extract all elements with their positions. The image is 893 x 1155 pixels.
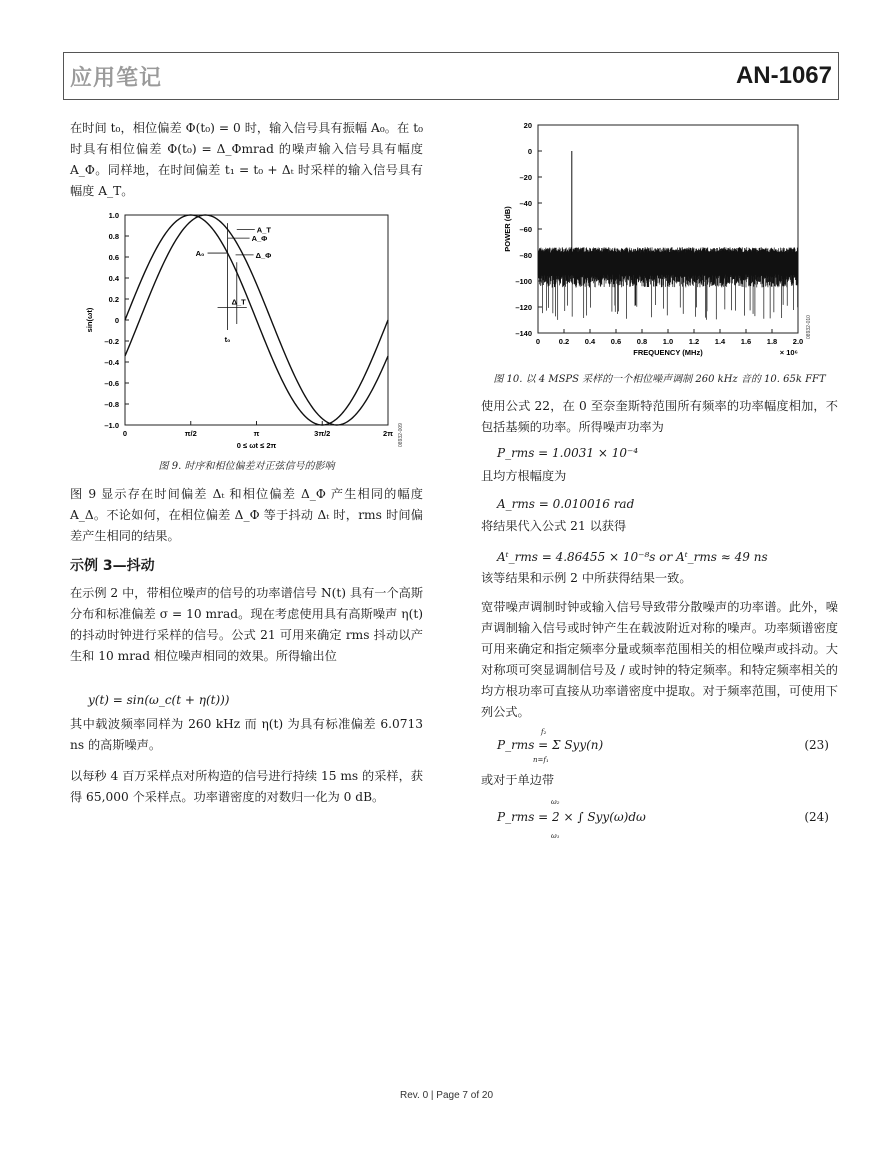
paragraph: 将结果代入公式 21 以获得 (481, 519, 627, 533)
x-tick-label: 0.6 (610, 337, 622, 346)
right-column-5 (481, 597, 838, 723)
left-column-3 (70, 583, 423, 667)
right-column (481, 396, 838, 438)
y-tick-label: –0.2 (104, 337, 119, 346)
equation-24-body: P_rms = 2 × ∫ Syy(ω)dω (497, 810, 646, 824)
section-title: 示例 3—抖动 (70, 558, 155, 574)
equation-23-body: P_rms = Σ Syy(n) (497, 738, 604, 752)
right-column-2 (481, 466, 838, 487)
x-tick-label: π (253, 429, 260, 438)
page-header (63, 52, 839, 100)
y-tick-label: 0 (527, 147, 532, 156)
plot-frame (538, 125, 798, 333)
label-t0: t₀ (224, 335, 231, 344)
equation-number: (24) (804, 810, 829, 824)
label-a0: A₀ (195, 249, 205, 259)
y-tick-label: 1.0 (108, 211, 119, 220)
equation-prms: P_rms = 1.0031 × 10⁻⁴ (497, 446, 639, 460)
header-doc-number: AN-1067 (735, 62, 832, 89)
x-tick-label: 0 (535, 337, 541, 346)
x-tick-label: 1.6 (740, 337, 752, 346)
x-axis-label: 0 ≤ ωt ≤ 2π (236, 441, 277, 450)
y-tick-label: 0.8 (108, 232, 119, 241)
paragraph: 在时间 t₀，相位偏差 Φ(t₀) = 0 时，输入信号具有振幅 A₀。在 t₀ 时具有相位偏差 Φ(t₀) = Δ_Φmrad 的噪声输入信号具有幅度 A_Φ。同样地，在时间偏差 t₁ = t₀ + Δₜ 时采样的输入信号具有幅度 A_T。 (70, 121, 423, 198)
paragraph: 使用公式 22，在 0 至奈奎斯特范围所有频率的功率幅度相加，不包括基频的功率。所得噪声功率为 (481, 399, 838, 434)
x-tick-label: 0.4 (584, 337, 596, 346)
x-axis-label: FREQUENCY (MHz) (633, 348, 703, 357)
right-column-6 (481, 770, 838, 791)
figure-10-caption: 图 10. 以 4 MSPS 采样的一个相位噪声调制 260 kHz 音的 10. 65k FFT (493, 374, 826, 385)
label-dtau: Δ_T (231, 297, 246, 307)
x-tick-label: 2.0 (792, 337, 804, 346)
y-tick-label: 0.2 (108, 295, 119, 304)
sum-lower-limit: n=f₁ (533, 756, 549, 764)
y-axis-label: sin(ωt) (85, 307, 94, 333)
y-tick-label: 0.6 (108, 253, 119, 262)
x-tick-label: 0.2 (558, 337, 570, 346)
y-axis-label: POWER (dB) (503, 206, 512, 252)
x-tick-label: 1.0 (662, 337, 674, 346)
figure-code: 08932-010 (806, 315, 812, 339)
y-tick-label: –0.6 (104, 379, 119, 388)
integral-upper-limit: ω₂ (551, 798, 560, 806)
equation-number: (23) (804, 738, 829, 752)
y-tick-label: –0.8 (104, 400, 119, 409)
page-footer: Rev. 0 | Page 7 of 20 (399, 1090, 494, 1101)
y-tick-label: 0 (114, 316, 119, 325)
right-column-4 (481, 568, 838, 589)
y-tick-label: –60 (519, 225, 532, 234)
equation-24 (497, 798, 837, 842)
y-tick-label: –120 (515, 303, 532, 312)
paragraph: 该等结果和示例 2 中所获得结果一致。 (481, 571, 692, 585)
sum-upper-limit: f₂ (541, 728, 547, 736)
left-column-5 (70, 766, 423, 808)
left-column-2 (70, 484, 423, 547)
paragraph: 宽带噪声调制时钟或输入信号导致带分散噪声的功率谱。此外，噪声调制输入信号或时钟产生在载波附近对称的噪声。功率频谱密度可用来确定和指定频率分量或频率范围相关的相位噪声或抖动。大对称项可突显调制信号及 / 或时钟的特定频率。和特定频率相关的均方根功率可直接从功率谱密度中提取。对于频率范围，可使用下列公式。 (481, 600, 838, 719)
x-tick-label: 1.2 (688, 337, 700, 346)
label-atau: A_T (256, 225, 271, 235)
y-tick-label: –80 (519, 251, 532, 260)
paragraph: 图 9 显示存在时间偏差 Δₜ 和相位偏差 Δ_Φ 产生相同的幅度 A_Δ。不论如何，在相位偏差 Δ_Φ 等于抖动 Δₜ 时，rms 时间偏差产生相同的结果。 (70, 487, 423, 543)
figure-code: 08932-009 (398, 423, 404, 447)
header-title: 应用笔记 (70, 66, 163, 91)
x-tick-label: 1.4 (714, 337, 726, 346)
equation-arms: A_rms = 0.010016 rad (497, 497, 635, 511)
y-tick-label: 20 (523, 121, 532, 130)
figure-9-caption: 图 9. 时序和相位偏差对正弦信号的影响 (158, 461, 335, 472)
figure-9-chart (80, 205, 420, 457)
equation-y: y(t) = sin(ω_c(t + η(t))) (88, 693, 230, 707)
noise-floor (538, 247, 798, 320)
y-tick-label: –0.4 (104, 358, 119, 367)
equation-atrms: Aᵗ_rms = 4.86455 × 10⁻⁸s or Aᵗ_rms ≈ 49 ns (497, 550, 768, 564)
left-column (70, 118, 423, 202)
label-dphi: Δ_Φ (255, 250, 272, 260)
right-column-3 (481, 516, 838, 537)
x-tick-label: 2π (383, 429, 393, 438)
left-column-4 (70, 714, 423, 756)
x-tick-label: π/2 (184, 429, 197, 438)
x-multiplier: × 10⁶ (779, 348, 798, 357)
integral-lower-limit: ω₁ (551, 832, 560, 840)
label-aphi: A_Φ (251, 234, 268, 244)
y-tick-label: 0.4 (108, 274, 119, 283)
sine-curve-0 (125, 215, 388, 425)
y-tick-label: –20 (519, 173, 532, 182)
figure-10-chart (490, 118, 820, 368)
paragraph: 且均方根幅度为 (481, 469, 567, 483)
paragraph: 在示例 2 中，带相位噪声的信号的功率谱信号 N(t) 具有一个高斯分布和标准偏差 σ = 10 mrad。现在考虑使用具有高斯噪声 η(t) 的抖动时钟进行采样的信号。公式 21 可用来确定 rms 抖动以产生和 10 mrad 相位噪声相同的效果。所得输出位 (70, 586, 424, 663)
equation-23 (497, 728, 837, 768)
x-tick-label: 3π/2 (314, 429, 331, 438)
y-tick-label: –1.0 (104, 421, 119, 430)
paragraph: 或对于单边带 (481, 773, 555, 787)
x-tick-label: 0.8 (636, 337, 648, 346)
paragraph: 以每秒 4 百万采样点对所构造的信号进行持续 15 ms 的采样，获得 65,000 个采样点。功率谱密度的对数归一化为 0 dB。 (70, 769, 423, 804)
y-tick-label: –40 (519, 199, 532, 208)
paragraph: 其中载波频率同样为 260 kHz 而 η(t) 为具有标准偏差 6.0713 ns 的高斯噪声。 (70, 717, 423, 752)
x-tick-label: 0 (122, 429, 128, 438)
y-tick-label: –100 (515, 277, 532, 286)
x-tick-label: 1.8 (766, 337, 778, 346)
y-tick-label: –140 (515, 329, 532, 338)
